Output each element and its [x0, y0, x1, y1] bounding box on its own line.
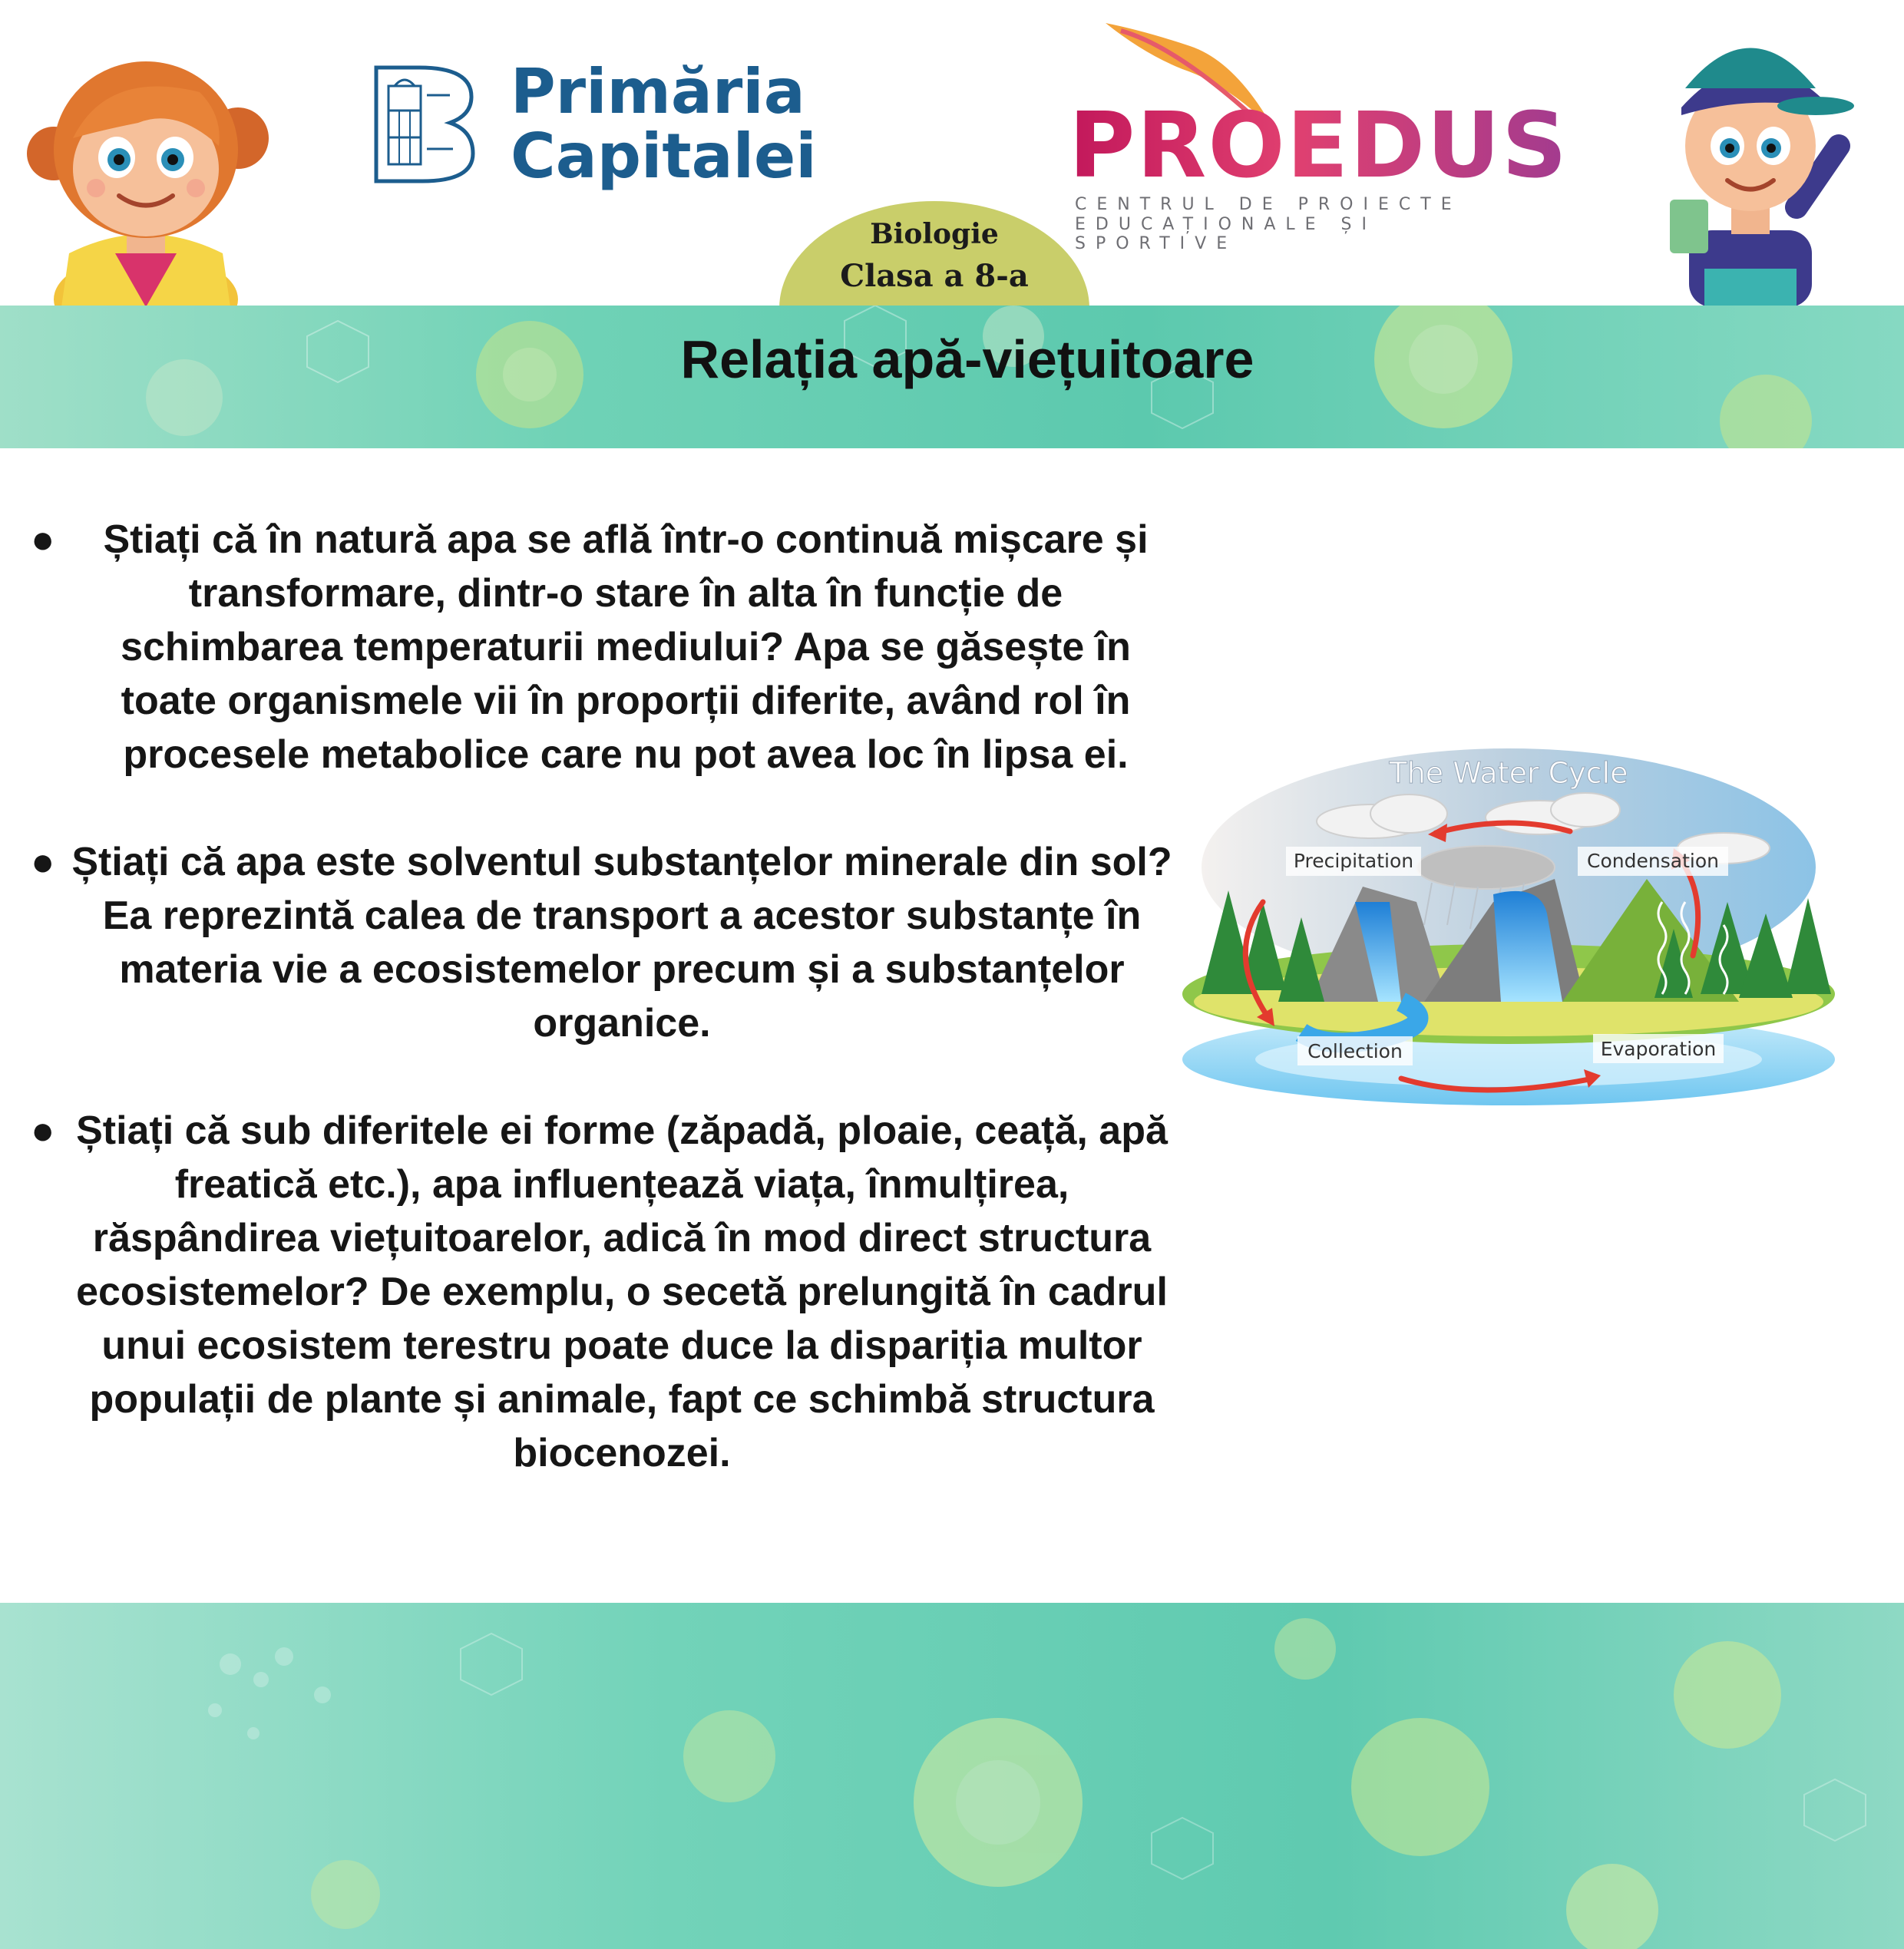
footer-band	[0, 1603, 1904, 1949]
primaria-line1: Primăria	[511, 56, 805, 127]
bullet-icon: ●	[31, 517, 55, 562]
water-cycle-diagram	[1171, 748, 1846, 1117]
paragraph-3-text: Știați că sub diferitele ei forme (zăpadă, ploaie, ceață, apă freatică etc.), apa influențează viața, înmulțirea, răspândirea viețuitoarelor, adică în mod direct structura ecosistemelor? De exemplu, o secetă prelungită în cadrul unui ecosistem terestru poate duce la dispariția multor populații de plante și animale, fapt ce schimbă structura biocenozei.	[76, 1108, 1168, 1475]
primaria-name	[511, 56, 817, 192]
paragraph-1	[31, 513, 1198, 781]
label-collection: Collection	[1307, 1040, 1403, 1062]
primaria-line2: Capitalei	[511, 121, 817, 192]
content-text	[31, 513, 1198, 1534]
bullet-icon: ●	[31, 840, 55, 884]
paragraph-2-text: Știați că apa este solventul substanțelor minerale din sol? Ea reprezintă calea de transport a acestor substanțe în materia vie a ecosistemelor precum și a substanțelor organice.	[71, 840, 1172, 1046]
proedus-subtitle-line2: EDUCAȚIONALE ȘI SPORTIVE	[1075, 215, 1377, 253]
proedus-wordmark: PROEDUS	[1069, 92, 1569, 198]
bullet-icon: ●	[31, 1108, 55, 1153]
title-band	[0, 306, 1904, 448]
label-condensation: Condensation	[1587, 850, 1719, 872]
girl-character-illustration	[23, 23, 269, 307]
proedus-logo	[1059, 15, 1569, 253]
primaria-emblem-icon	[373, 64, 476, 184]
primaria-capitalei-logo	[369, 54, 829, 207]
paragraph-1-text: Știați că în natură apa se află într-o continuă mișcare și transformare, dintr-o stare în alta în funcție de schimbarea temperaturii mediului? Apa se găsește în toate organismele vii în proporții diferite, având rol în procesele metabolice care nu pot avea loc în lipsa ei.	[103, 517, 1149, 777]
paragraph-2	[31, 835, 1198, 1050]
badge-grade: Clasa a 8-a	[840, 258, 1029, 294]
proedus-subtitle-line1: CENTRUL DE PROIECTE	[1075, 195, 1462, 214]
boy-character-illustration	[1651, 15, 1858, 307]
header	[0, 0, 1904, 307]
label-precipitation: Precipitation	[1293, 850, 1414, 872]
badge-subject: Biologie	[870, 218, 999, 250]
pollen-decoration-icon	[0, 1603, 1904, 1949]
label-evaporation: Evaporation	[1600, 1038, 1717, 1060]
paragraph-3	[31, 1104, 1198, 1480]
page-title: Relația apă-viețuitoare	[680, 329, 1254, 389]
diagram-title: The Water Cycle	[1389, 756, 1628, 790]
